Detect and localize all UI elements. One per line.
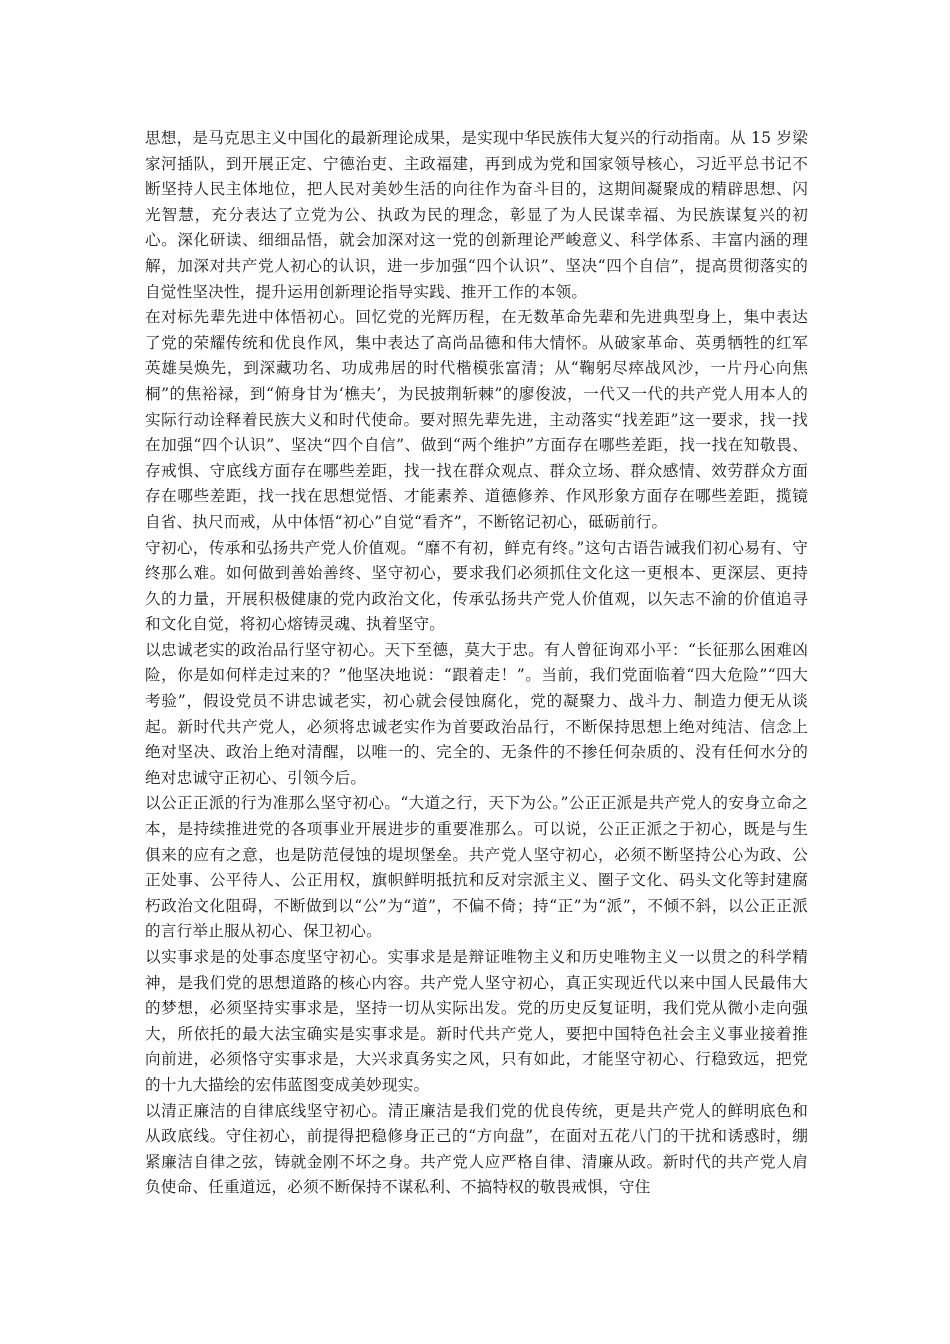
paragraph: 以公正正派的行为准那么坚守初心。“大道之行，天下为公。”公正正派是共产党人的安身立命之本，是持续推进党的各项事业开展进步的重要准那么。可以说，公正正派之于初心，既是与生俱来的应有之意，也是防范侵蚀的堤坝堡垒。共产党人坚守初心，必须不断坚持公心为政、公正处事、公平待人、公正用权，旗帜鲜明抵抗和反对宗派主义、圈子文化、码头文化等封建腐朽政治文化阻碍，不断做到以“公”为“道”，不偏不倚；持“正”为“派”，不倾不斜，以公正正派的言行举止服从初心、保卫初心。 [145,794,808,941]
paragraph: 在对标先辈先进中体悟初心。回忆党的光辉历程，在无数革命先辈和先进典型身上，集中表达了党的荣耀传统和优良作风，集中表达了高尚品德和伟大情怀。从破家革命、英勇牺牲的红军英雄吴焕先，到深藏功名、功成弗居的时代楷模张富清；从“鞠躬尽瘁战风沙，一片丹心向焦桐”的焦裕禄，到“俯身甘为‘樵夫’，为民披荆斩棘”的廖俊波，一代又一代的共产党人用本人的实际行动诠释着民族大义和时代使命。要对照先辈先进，主动落实“找差距”这一要求，找一找在加强“四个认识”、坚决“四个自信”、做到“两个维护”方面存在哪些差距，找一找在知敬畏、存戒惧、守底线方面存在哪些差距，找一找在群众观点、群众立场、群众感情、效劳群众方面存在哪些差距，找一找在思想觉悟、才能素养、道德修养、作风形象方面存在哪些差距，揽镜自省、执尺而戒，从中体悟“初心”自觉“看齐”，不断铭记初心，砥砺前行。 [145,308,808,531]
paragraph: 以忠诚老实的政治品行坚守初心。天下至德，莫大于忠。有人曾征询邓小平：“长征那么困难凶险，你是如何样走过来的？”他坚决地说：“跟着走！”。当前，我们党面临着“四大危险”“四大考验”，假设党员不讲忠诚老实，初心就会侵蚀腐化，党的凝聚力、战斗力、制造力便无从谈起。新时代共产党人，必须将忠诚老实作为首要政治品行，不断保持思想上绝对纯洁、信念上绝对坚决、政治上绝对清醒，以唯一的、完全的、无条件的不掺任何杂质的、没有任何水分的绝对忠诚守正初心、引领今后。 [145,640,808,787]
paragraph: 以清正廉洁的自律底线坚守初心。清正廉洁是我们党的优良传统，更是共产党人的鲜明底色和从政底线。守住初心，前提得把稳修身正己的“方向盘”，在面对五花八门的干扰和诱惑时，绷紧廉洁自律之弦，铸就金刚不坏之身。共产党人应严格自律、清廉从政。新时代的共产党人肩负使命、任重道远，必须不断保持不谋私利、不搞特权的敬畏戒惧，守住 [145,1101,808,1197]
paragraph: 思想，是马克思主义中国化的最新理论成果，是实现中华民族伟大复兴的行动指南。从 15 岁梁家河插队，到开展正定、宁德治吏、主政福建，再到成为党和国家领导核心，习近平总书记不断坚持人民主体地位，把人民对美妙生活的向往作为奋斗目的，这期间凝聚成的精辟思想、闪光智慧，充分表达了立党为公、执政为民的理念，彰显了为人民谋幸福、为民族谋复兴的初心。深化研读、细细品悟，就会加深对这一党的创新理论严峻意义、科学体系、丰富内涵的理解，加深对共产党人初心的认识，进一步加强“四个认识”、坚决“四个自信”，提高贯彻落实的自觉性坚决性，提升运用创新理论指导实践、推开工作的本领。 [145,129,808,301]
paragraph: 守初心，传承和弘扬共产党人价值观。“靡不有初，鲜克有终。”这句古语告诫我们初心易有、守终那么难。如何做到善始善终、坚守初心，要求我们必须抓住文化这一更根本、更深层、更持久的力量，开展积极健康的党内政治文化，传承弘扬共产党人价值观，以矢志不渝的价值追寻和文化自觉，将初心熔铸灵魂、执着坚守。 [145,538,808,634]
document-body [145,126,808,1201]
paragraph: 以实事求是的处事态度坚守初心。实事求是是辩证唯物主义和历史唯物主义一以贯之的科学精神，是我们党的思想道路的核心内容。共产党人坚守初心，真正实现近代以来中国人民最伟大的梦想，必须坚持实事求是，坚持一切从实际出发。党的历史反复证明，我们党从微小走向强大，所依托的最大法宝确实是实事求是。新时代共产党人，要把中国特色社会主义事业接着推向前进，必须恪守实事求是，大兴求真务实之风，只有如此，才能坚守初心、行稳致远，把党的十九大描绘的宏伟蓝图变成美妙现实。 [145,948,808,1094]
